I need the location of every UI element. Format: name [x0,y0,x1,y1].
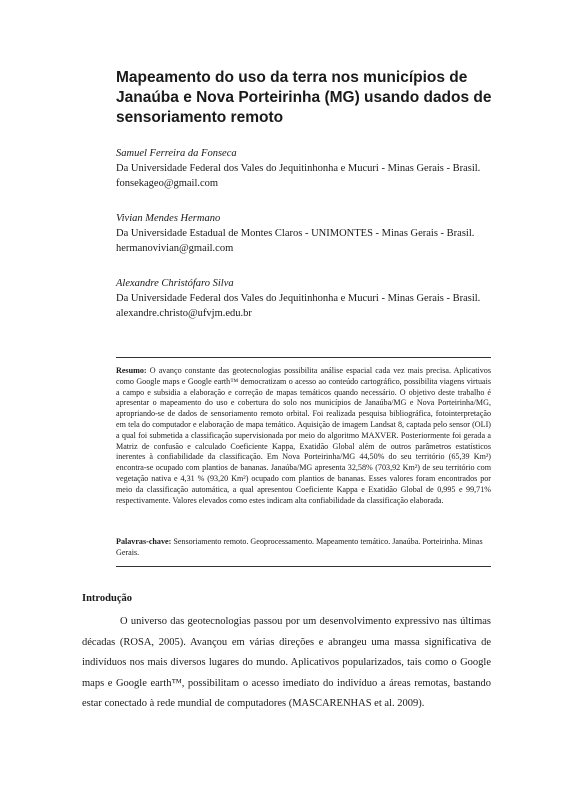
author-affiliation: Da Universidade Federal dos Vales do Jequitinhonha e Mucuri - Minas Gerais - Brasil. [116,163,481,174]
paper-title: Mapeamento do uso da terra nos municípios de Janaúba e Nova Porteirinha (MG) usando dados de sensoriamento remoto [116,69,492,126]
abstract [116,366,491,506]
author-affiliation: Da Universidade Estadual de Montes Claros - UNIMONTES - Minas Gerais - Brasil. [116,228,475,239]
author-block [116,211,516,256]
abstract-top-divider [116,357,491,358]
abstract-bottom-divider [116,566,491,567]
author-name: Vivian Mendes Hermano [116,213,221,224]
author-email: hermanovivian@gmail.com [116,243,234,254]
keywords-text: Sensoriamento remoto. Geoprocessamento. Mapeamento temático. Janaúba. Porteirinha. Minas Gerais. [116,537,483,557]
author-email: fonsekageo@gmail.com [116,178,219,189]
keywords-label: Palavras-chave: [116,537,172,546]
author-block [116,276,516,321]
author-block [116,146,516,191]
abstract-label: Resumo: [116,366,147,375]
body-paragraph: O universo das geotecnologias passou por um desenvolvimento expressivo nas últimas décadas (ROSA, 2005). Avançou em várias direções e abrangeu uma massa significativa de indivíduos nos mais diversos lugares do mundo. Aplicativos popularizados, tais como o Google maps e Google earth™, possibilitam o acesso imediato do indivíduo a áreas remotas, bastando estar conectado à rede mundial de computadores (MASCARENHAS et al. 2009). [82,616,491,710]
author-affiliation: Da Universidade Federal dos Vales do Jequitinhonha e Mucuri - Minas Gerais - Brasil. [116,293,481,304]
author-email: alexandre.christo@ufvjm.edu.br [116,308,252,319]
abstract-text: O avanço constante das geotecnologias possibilita análise espacial cada vez mais precisa. Aplicativos como Google maps e Google earth™ democratizam o acesso ao conteúdo cartográfico, possibilita viagens virtuais a campo e subsidia a elaboração e correção de mapas temáticos quando necessário. O objetivo deste trabalho é apresentar o mapeamento do uso e cobertura do solo nos municípios de Janaúba/MG e Nova Porteirinha/MG, apropriando-se de dados de sensoriamento remoto orbital. Foi realizada pesquisa bibliográfica, fotointerpretação em tela do computador e elaboração de mapa temático. Aquisição de imagem Landsat 8, captada pelo sensor (OLI) a qual foi submetida a classificação supervisionada por meio do algoritmo MAXVER. Posteriormente foi gerada a Matriz de confusão e calculado Coeficiente Kappa, Exatidão Global além de outros parâmetros estatísticos inerentes à confiabilidade da classificação. Em Nova Porteirinha/MG 44,50% do seu território (65,39 Km²) encontra-se ocupado com plantios de bananas. Janaúba/MG apresenta 32,58% (703,92 Km²) de seu território com vegetação nativa e 4,31 % (93,20 Km²) ocupado com plantios de bananas. Esses valores foram encontrados por meio da classificação automática, a qual apresentou Coeficiente Kappa e Exatidão Global de 0,995 e 99,71% respectivamente. Valores elevados como estes indicam alta confiabilidade da classificação elaborada. [116,366,491,505]
author-name: Samuel Ferreira da Fonseca [116,148,237,159]
author-name: Alexandre Christófaro Silva [116,278,234,289]
section-heading: Introdução [82,593,132,604]
keywords [116,537,491,559]
